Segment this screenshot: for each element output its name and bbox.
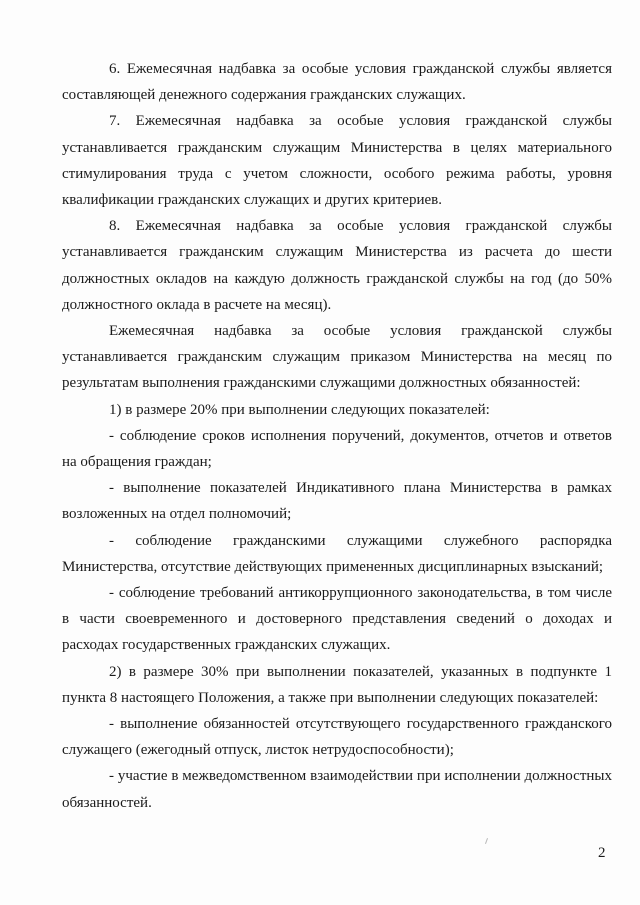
list-item-absent-duties: - выполнение обязанностей отсутствующего государственного гражданского служащего (ежегодный отпуск, листок нетрудоспособности); xyxy=(62,716,612,759)
paragraph-6: 6. Ежемесячная надбавка за особые условия гражданской службы является составляющей денежного содержания гражданских служащих. xyxy=(62,61,612,104)
paragraph-7: 7. Ежемесячная надбавка за особые условия гражданской службы устанавливается гражданским служащим Министерства в целях материального стимулирования труда с учетом сложности, особого режима работы, уровня квалификации гражданских служащих и других критериев. xyxy=(62,113,612,209)
subitem-2-heading: 2) в размере 30% при выполнении показателей, указанных в подпункте 1 пункта 8 настоящего Положения, а также при выполнении следующих показателей: xyxy=(62,663,612,706)
subitem-1-heading: 1) в размере 20% при выполнении следующих показателей: xyxy=(109,401,490,418)
document-body xyxy=(62,56,612,816)
list-item-interagency: - участие в межведомственном взаимодействии при исполнении должностных обязанностей. xyxy=(62,768,612,811)
paragraph-8: 8. Ежемесячная надбавка за особые условия гражданской службы устанавливается гражданским служащим Министерства из расчета до шести должностных окладов на каждую должность гражданской службы на год (до 50% должностного оклада в расчете на месяц). xyxy=(62,218,612,313)
list-item-indicative-plan: - выполнение показателей Индикативного плана Министерства в рамках возложенных на отдел полномочий; xyxy=(62,480,612,523)
list-item-deadlines: - соблюдение сроков исполнения поручений, документов, отчетов и ответов на обращения граждан; xyxy=(62,427,612,471)
page-number: 2 xyxy=(598,845,606,861)
scan-speck xyxy=(485,838,488,844)
list-item-anticorruption: - соблюдение требований антикоррупционного законодательства, в том числе в части своевременного и достоверного представления сведений о доходах и расходах государственных гражданских служащих. xyxy=(62,585,612,654)
list-item-service-schedule: - соблюдение гражданскими служащими служебного распорядка Министерства, отсутствие действующих примененных дисциплинарных взысканий; xyxy=(62,532,612,575)
paragraph-8-order: Ежемесячная надбавка за особые условия гражданской службы устанавливается гражданским служащим приказом Министерства на месяц по результатам выполнения гражданскими служащими должностных обязанностей: xyxy=(62,323,612,392)
